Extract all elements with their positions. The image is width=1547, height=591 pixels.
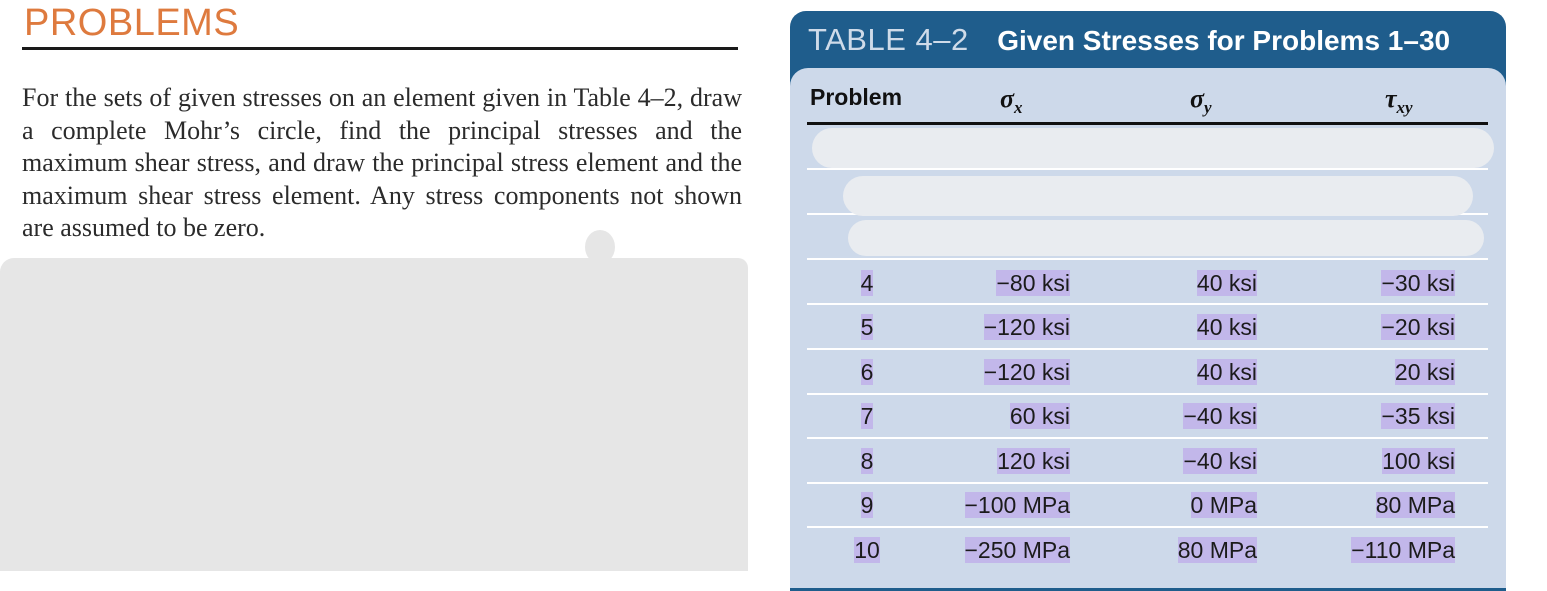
problem-instructions: For the sets of given stresses on an element given in Table 4–2, draw a complete Mohr’s circle, find the principal stresses and the maximum shear stress, and draw the principal stress element and the maximum shear stress element. Any stress components not shown are assumed to be zero. bbox=[22, 83, 742, 242]
cell-sigma-y: 0 MPa bbox=[1190, 492, 1257, 518]
section-heading: PROBLEMS bbox=[24, 2, 240, 44]
row-divider bbox=[807, 526, 1488, 528]
column-header-problem: Problem bbox=[810, 84, 903, 110]
cell-problem: 6 bbox=[860, 359, 874, 385]
table-title bbox=[808, 22, 1450, 62]
cell-problem: 9 bbox=[860, 492, 874, 518]
cell-problem: 5 bbox=[860, 314, 874, 340]
cell-sigma-x: −120 ksi bbox=[983, 314, 1070, 340]
row-divider bbox=[807, 303, 1488, 305]
column-header-tau-xy: $\tau_{xy}$ bbox=[1385, 84, 1413, 118]
cell-sigma-x: 60 ksi bbox=[1009, 403, 1070, 429]
cell-problem: 10 bbox=[854, 537, 880, 563]
redacted-row bbox=[812, 128, 1494, 168]
row-divider bbox=[807, 348, 1488, 350]
cell-sigma-y: −40 ksi bbox=[1183, 403, 1257, 429]
cell-sigma-x: 120 ksi bbox=[997, 448, 1070, 474]
column-header-sigma-x: $\sigma_x$ bbox=[1000, 84, 1023, 118]
cell-problem: 7 bbox=[860, 403, 874, 429]
cell-sigma-x: −250 MPa bbox=[964, 537, 1070, 563]
cell-tau-xy: 80 MPa bbox=[1375, 492, 1455, 518]
redacted-row bbox=[848, 220, 1484, 256]
row-divider bbox=[807, 168, 1488, 170]
header-rule bbox=[807, 122, 1488, 125]
column-header-sigma-y: $\sigma_y$ bbox=[1190, 84, 1212, 118]
cell-tau-xy: −110 MPa bbox=[1351, 537, 1455, 563]
heading-divider bbox=[22, 47, 738, 50]
cell-problem: 4 bbox=[860, 270, 874, 296]
cell-tau-xy: −20 ksi bbox=[1381, 314, 1455, 340]
cell-sigma-y: 40 ksi bbox=[1196, 314, 1257, 340]
row-divider bbox=[807, 482, 1488, 484]
cell-sigma-y: −40 ksi bbox=[1183, 448, 1257, 474]
table-caption: Given Stresses for Problems 1–30 bbox=[997, 25, 1451, 56]
cell-sigma-x: −80 ksi bbox=[996, 270, 1070, 296]
cell-sigma-y: 40 ksi bbox=[1196, 359, 1257, 385]
redacted-row bbox=[843, 176, 1473, 216]
cell-sigma-x: −100 MPa bbox=[964, 492, 1070, 518]
table-label: TABLE 4–2 bbox=[808, 22, 969, 57]
row-divider bbox=[807, 258, 1488, 260]
cell-tau-xy: −35 ksi bbox=[1381, 403, 1455, 429]
cell-sigma-y: 40 ksi bbox=[1196, 270, 1257, 296]
row-divider bbox=[807, 437, 1488, 439]
row-divider bbox=[807, 393, 1488, 395]
cell-tau-xy: 100 ksi bbox=[1382, 448, 1455, 474]
cell-sigma-y: 80 MPa bbox=[1177, 537, 1257, 563]
cell-sigma-x: −120 ksi bbox=[983, 359, 1070, 385]
cell-problem: 8 bbox=[860, 448, 874, 474]
cell-tau-xy: 20 ksi bbox=[1394, 359, 1455, 385]
redacted-area bbox=[0, 258, 748, 571]
cell-tau-xy: −30 ksi bbox=[1381, 270, 1455, 296]
